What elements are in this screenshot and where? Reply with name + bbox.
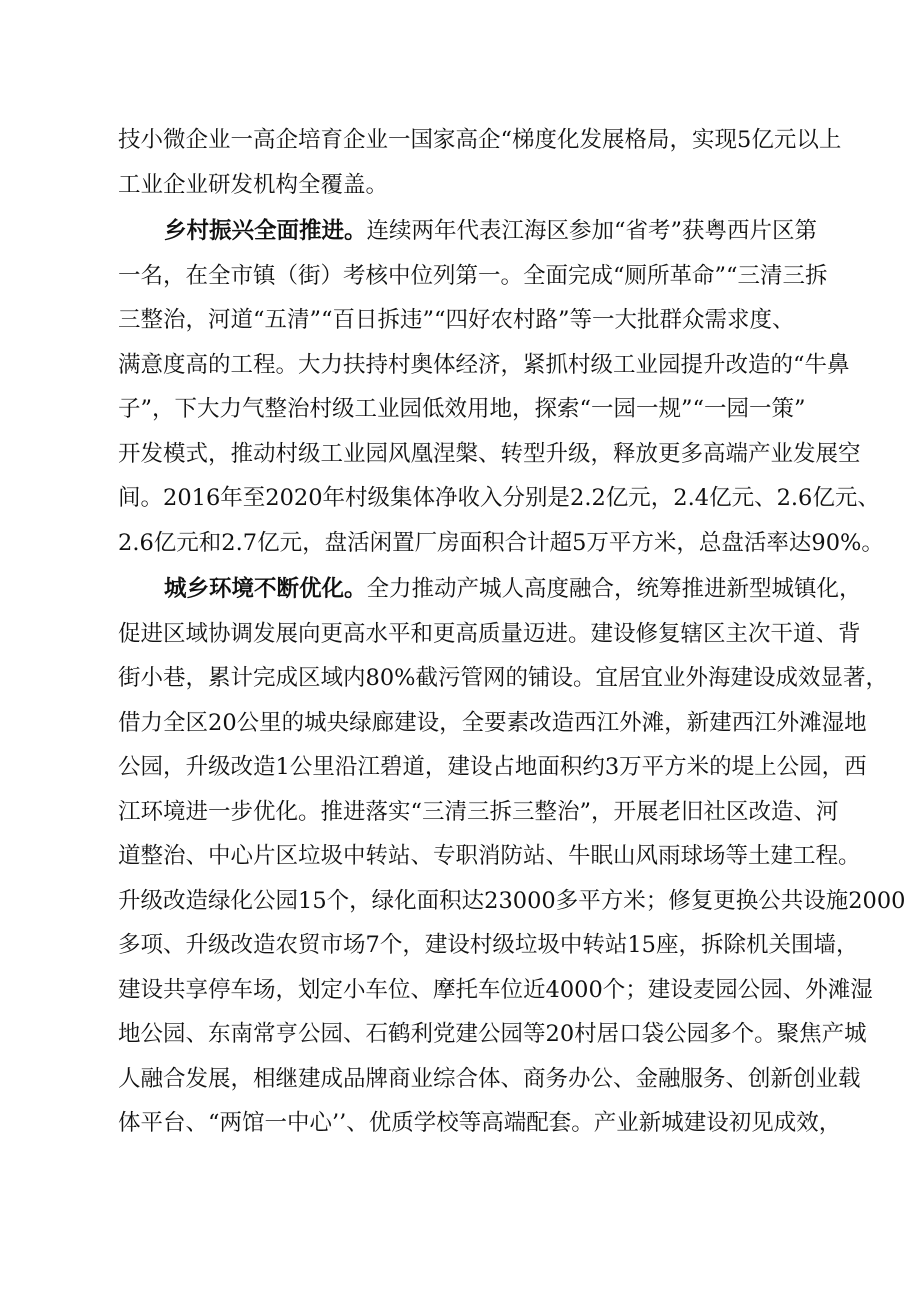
paragraph-line: 建设共享停车场，划定小车位、摩托车位近4000个；建设麦园公园、外滩湿 [118,976,873,1003]
paragraph-line: 街小巷，累计完成区域内80%截污管网的铺设。宜居宜业外海建设成效显著， [118,665,889,691]
paragraph-line: 技小微企业一高企培育企业一国家高企“梯度化发展格局，实现5亿元以上 [118,127,842,153]
paragraph-first-line-text: 连续两年代表江海区参加“省考”获粤西片区第 [366,218,818,244]
paragraph-line: 升级改造绿化公园15个，绿化面积达23000多平方米；修复更换公共设施2000 [118,887,906,914]
paragraph-line: 借力全区20公里的城央绿廊建设，全要素改造西江外滩，新建西江外滩湿地 [118,709,867,736]
paragraph-line: 多项、升级改造农贸市场7个，建设村级垃圾中转站15座，拆除机关围墙， [118,932,859,958]
paragraph-line: 公园，升级改造1公里沿江碧道，建设占地面积约3万平方米的堤上公园，西 [118,754,867,780]
paragraph-line: 子”，下大力气整治村级工业园低效用地，探索“一园一规”“一园一策” [118,396,806,422]
paragraph-line: 人融合发展，相继建成品牌商业综合体、商务办公、金融服务、创新创业载 [118,1065,861,1092]
paragraph-line: 三整治，河道“五清”“百日拆违”“四好农村路”等一大批群众需求度、 [118,307,795,333]
paragraph-line: 地公园、东南常亨公园、石鹤利党建公园等20村居口袋公园多个。聚焦产城 [118,1021,867,1047]
paragraph-first-line [118,567,862,612]
paragraph-line: 促进区域协调发展向更高水平和更高质量迈进。建设修复辖区主次干道、背 [118,620,861,647]
paragraph-first-line-text: 全力推动产城人高度融合，统筹推进新型城镇化， [366,576,862,602]
paragraph-line: 工业企业研发机构全覆盖。 [118,171,389,198]
paragraph-line: 开发模式，推动村级工业园风凰涅槃、转型升级，释放更多高端产业发展空 [118,440,861,467]
paragraph-line: 间。2016年至2020年村级集体净收入分别是2.2亿元，2.4亿元、2.6亿元、 [118,485,880,511]
paragraph-2 [118,567,906,1146]
paragraph-lead-heading: 乡村振兴全面推进。 [164,218,367,244]
paragraph-first-line [118,209,828,254]
paragraph-line: 满意度高的工程。大力扶持村奥体经济，紧抓村级工业园提升改造的“牛鼻 [118,351,850,378]
paragraph-0 [118,118,842,207]
paragraph-line: 2.6亿元和2.7亿元，盘活闲置厂房面积合计超5万平方米，总盘活率达90%。 [118,529,884,556]
paragraph-line: 江环境进一步优化。推进落实“三清三拆三整治”，开展老旧社区改造、河 [118,798,839,825]
paragraph-line: 道整治、中心片区垃圾中转站、专职消防站、牛眠山风雨球场等土建工程。 [118,843,861,869]
paragraph-1 [118,209,884,565]
document-body [118,118,906,1146]
paragraph-lead-heading: 城乡环境不断优化。 [164,576,367,602]
paragraph-line: 一名，在全市镇（街）考核中位列第一。全面完成“厕所革命”“三清三拆 [118,262,828,289]
paragraph-line: 体平台、“两馆一中心’’、优质学校等高端配套。产业新城建设初见成效， [118,1110,842,1136]
